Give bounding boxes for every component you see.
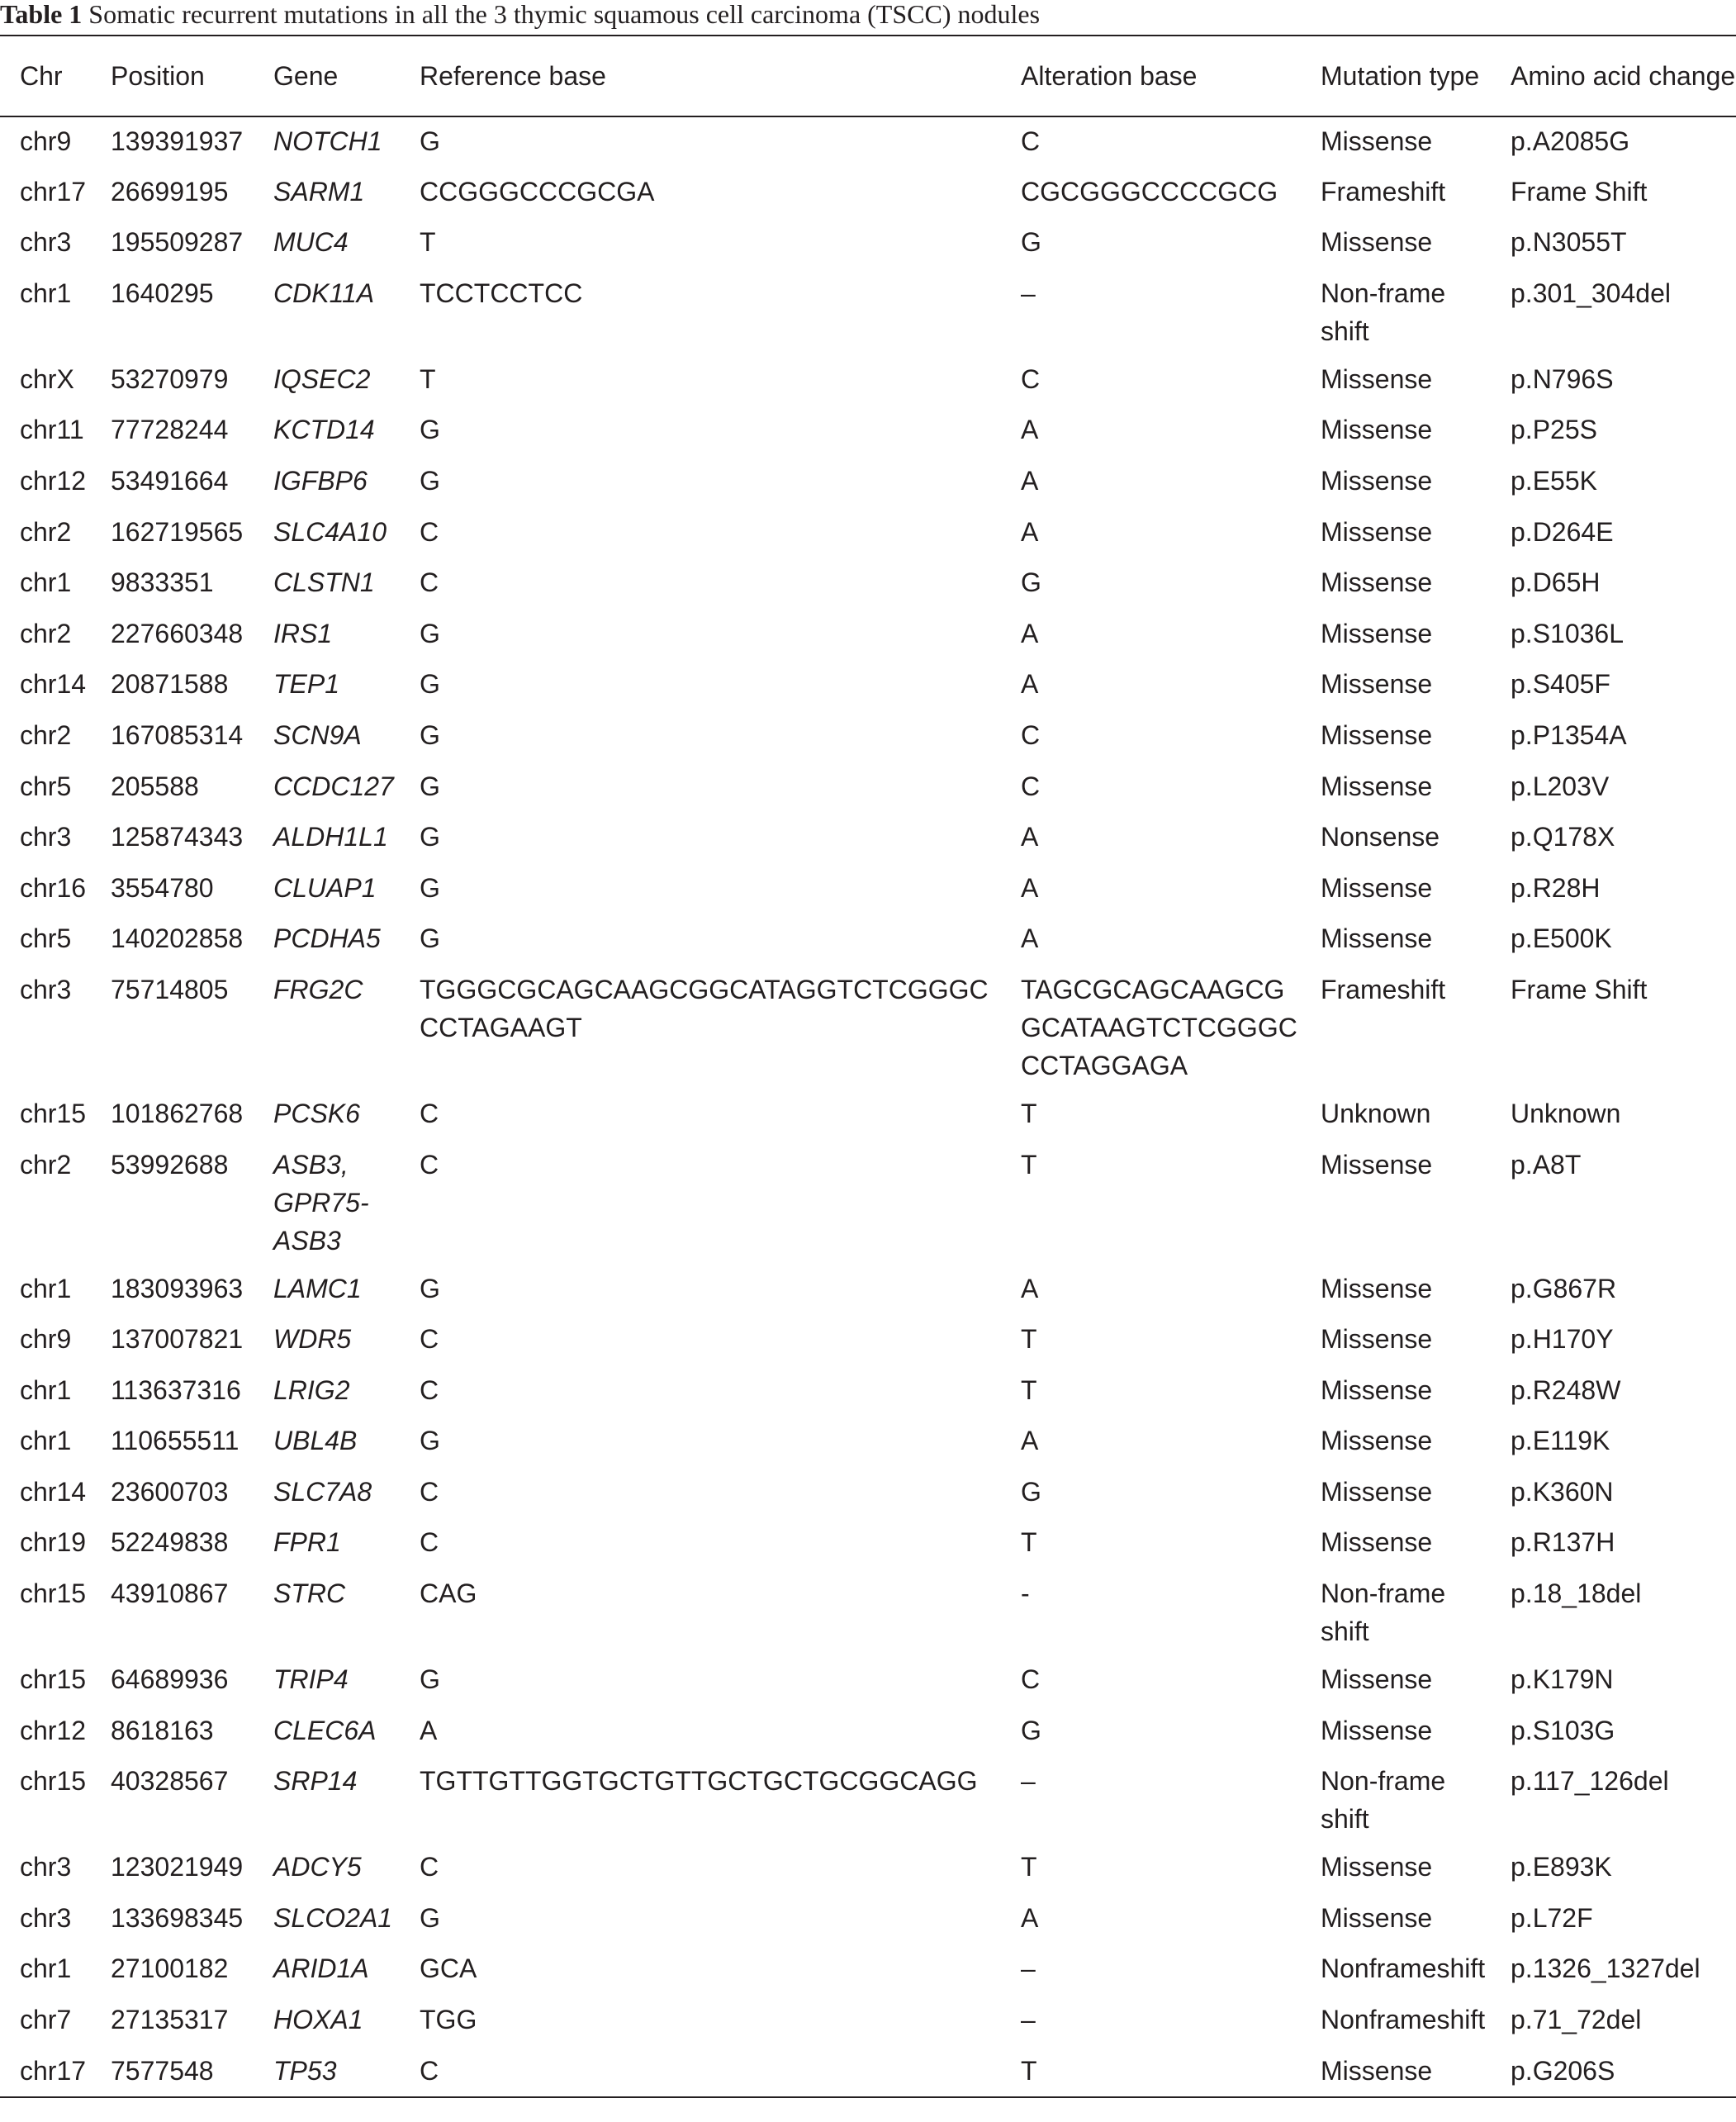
cell-reference-base: G <box>420 822 440 852</box>
cell-amino-acid-change: p.R137H <box>1511 1527 1615 1558</box>
cell-alteration-base: T <box>1021 1149 1037 1180</box>
cell-amino-acid-change: p.K179N <box>1511 1664 1614 1695</box>
cell-mutation-type: Missense <box>1321 1374 1433 1405</box>
cell-chr: chr12 <box>20 465 87 496</box>
cell-position: 205588 <box>111 771 199 801</box>
cell-reference-base: T <box>420 227 436 258</box>
cell-amino-acid-change: p.E500K <box>1511 923 1612 954</box>
cell-position: 1640295 <box>111 278 214 308</box>
cell-position: 77728244 <box>111 415 229 445</box>
cell-alteration-base: A <box>1021 465 1039 496</box>
cell-gene: ADCY5 <box>273 1852 362 1882</box>
cell-chr: chr9 <box>20 126 72 156</box>
cell-gene: TP53 <box>273 2055 337 2086</box>
cell-position: 53992688 <box>111 1149 229 1180</box>
cell-amino-acid-change: p.117_126del <box>1511 1766 1669 1797</box>
cell-chr: chr1 <box>20 278 72 308</box>
cell-mutation-type: Missense <box>1321 465 1433 496</box>
cell-alteration-base: – <box>1021 278 1036 308</box>
table-row <box>0 914 1736 966</box>
cell-amino-acid-change: p.R248W <box>1511 1374 1621 1405</box>
cell-amino-acid-change: p.L203V <box>1511 771 1610 801</box>
table-row <box>0 711 1736 762</box>
cell-mutation-type: Missense <box>1321 1527 1433 1558</box>
cell-position: 139391937 <box>111 126 244 156</box>
cell-alteration-base: TAGCGCAGCAAGCGGCATAAGTCTCGGGCCCTAGGAGA <box>1021 974 1297 1080</box>
cell-gene: TEP1 <box>273 669 340 700</box>
cell-mutation-type: Non-frame shift <box>1321 1578 1446 1647</box>
cell-reference-base: C <box>420 1324 439 1355</box>
cell-alteration-base: A <box>1021 1426 1039 1456</box>
header-reference-base: Reference base <box>420 61 606 91</box>
cell-reference-base: G <box>420 126 440 156</box>
cell-gene: SRP14 <box>273 1766 358 1797</box>
cell-gene: MUC4 <box>273 227 349 258</box>
cell-alteration-base: G <box>1021 1476 1041 1507</box>
cell-position: 113637316 <box>111 1374 241 1405</box>
cell-reference-base: C <box>420 2055 439 2086</box>
cell-amino-acid-change: p.A2085G <box>1511 126 1630 156</box>
table-row <box>0 1468 1736 1519</box>
cell-reference-base: TGTTGTTGGTGCTGTTGCTGCTGCGGCAGG <box>420 1766 978 1797</box>
table-row <box>0 1655 1736 1707</box>
cell-position: 20871588 <box>111 669 229 700</box>
cell-mutation-type: Missense <box>1321 2055 1433 2086</box>
cell-amino-acid-change: p.N796S <box>1511 363 1614 394</box>
cell-mutation-type: Frameshift <box>1321 176 1446 207</box>
table-body <box>0 116 1736 2097</box>
cell-reference-base: G <box>420 669 440 700</box>
cell-amino-acid-change: p.D65H <box>1511 567 1601 598</box>
cell-amino-acid-change: p.301_304del <box>1511 278 1671 308</box>
table-caption <box>0 0 1736 31</box>
table-row <box>0 2047 1736 2098</box>
table-row <box>0 1141 1736 1265</box>
cell-position: 53270979 <box>111 363 229 394</box>
cell-amino-acid-change: p.K360N <box>1511 1476 1614 1507</box>
cell-chr: chr2 <box>20 618 72 648</box>
cell-alteration-base: G <box>1021 1715 1041 1745</box>
cell-amino-acid-change: p.E893K <box>1511 1852 1612 1882</box>
cell-chr: chr5 <box>20 771 72 801</box>
header-amino-acid-change: Amino acid change <box>1511 61 1736 91</box>
cell-alteration-base: C <box>1021 771 1041 801</box>
cell-alteration-base: T <box>1021 1527 1037 1558</box>
cell-position: 140202858 <box>111 923 244 954</box>
cell-position: 64689936 <box>111 1664 229 1695</box>
cell-position: 27135317 <box>111 2005 229 2035</box>
cell-gene: LRIG2 <box>273 1374 350 1405</box>
cell-alteration-base: A <box>1021 516 1039 547</box>
header-chr: Chr <box>20 61 63 91</box>
table-row <box>0 1707 1736 1758</box>
cell-reference-base: C <box>420 1476 439 1507</box>
cell-mutation-type: Missense <box>1321 618 1433 648</box>
mutations-table <box>0 35 1736 2098</box>
cell-position: 167085314 <box>111 719 244 750</box>
table-row <box>0 218 1736 269</box>
cell-amino-acid-change: p.H170Y <box>1511 1324 1614 1355</box>
table-row <box>0 966 1736 1089</box>
cell-gene: ALDH1L1 <box>273 822 388 852</box>
cell-alteration-base: C <box>1021 126 1041 156</box>
cell-mutation-type: Missense <box>1321 227 1433 258</box>
cell-alteration-base: A <box>1021 872 1039 903</box>
table-row <box>0 406 1736 457</box>
cell-mutation-type: Missense <box>1321 1149 1433 1180</box>
cell-gene: UBL4B <box>273 1426 358 1456</box>
cell-mutation-type: Missense <box>1321 1273 1433 1303</box>
cell-reference-base: G <box>420 872 440 903</box>
cell-gene: CCDC127 <box>273 771 394 801</box>
table-row <box>0 168 1736 219</box>
cell-chr: chr1 <box>20 1374 72 1405</box>
cell-chr: chr15 <box>20 1098 87 1128</box>
table-row <box>0 1894 1736 1945</box>
cell-mutation-type: Nonsense <box>1321 822 1440 852</box>
table-row <box>0 1569 1736 1655</box>
cell-gene: ARID1A <box>273 1953 369 1984</box>
cell-mutation-type: Nonframeshift <box>1321 1953 1486 1984</box>
cell-gene: ASB3, GPR75-ASB3 <box>273 1149 369 1256</box>
cell-amino-acid-change: Frame Shift <box>1511 176 1648 207</box>
cell-alteration-base: G <box>1021 567 1041 598</box>
table-row <box>0 813 1736 864</box>
cell-amino-acid-change: p.P25S <box>1511 415 1597 445</box>
cell-position: 75714805 <box>111 974 229 1004</box>
cell-position: 183093963 <box>111 1273 244 1303</box>
cell-reference-base: C <box>420 1852 439 1882</box>
cell-reference-base: GCA <box>420 1953 477 1984</box>
cell-alteration-base: T <box>1021 1374 1037 1405</box>
table-row <box>0 610 1736 661</box>
cell-gene: KCTD14 <box>273 415 375 445</box>
cell-position: 26699195 <box>111 176 229 207</box>
cell-gene: SLC7A8 <box>273 1476 372 1507</box>
cell-position: 137007821 <box>111 1324 244 1355</box>
cell-mutation-type: Missense <box>1321 669 1433 700</box>
cell-reference-base: G <box>420 1273 440 1303</box>
cell-mutation-type: Missense <box>1321 1902 1433 1933</box>
cell-chr: chr1 <box>20 567 72 598</box>
cell-amino-acid-change: p.18_18del <box>1511 1578 1642 1609</box>
cell-chr: chr2 <box>20 719 72 750</box>
cell-chr: chr2 <box>20 516 72 547</box>
cell-alteration-base: A <box>1021 1902 1039 1933</box>
cell-mutation-type: Nonframeshift <box>1321 2005 1486 2035</box>
cell-chr: chr3 <box>20 1852 72 1882</box>
cell-gene: NOTCH1 <box>273 126 382 156</box>
table-row <box>0 1944 1736 1996</box>
cell-reference-base: G <box>420 771 440 801</box>
cell-mutation-type: Missense <box>1321 923 1433 954</box>
cell-mutation-type: Missense <box>1321 516 1433 547</box>
cell-mutation-type: Missense <box>1321 1426 1433 1456</box>
cell-alteration-base: – <box>1021 2005 1036 2035</box>
cell-reference-base: G <box>420 923 440 954</box>
cell-amino-acid-change: p.S103G <box>1511 1715 1615 1745</box>
cell-chr: chr12 <box>20 1715 87 1745</box>
cell-amino-acid-change: p.Q178X <box>1511 822 1615 852</box>
cell-reference-base: G <box>420 465 440 496</box>
cell-reference-base: G <box>420 415 440 445</box>
cell-amino-acid-change: p.71_72del <box>1511 2005 1642 2035</box>
cell-position: 162719565 <box>111 516 244 547</box>
table-row <box>0 355 1736 406</box>
table-row <box>0 1265 1736 1316</box>
cell-reference-base: C <box>420 1374 439 1405</box>
table-label: Table 1 <box>0 0 83 29</box>
table-row <box>0 1996 1736 2047</box>
cell-chr: chr19 <box>20 1527 87 1558</box>
cell-chr: chr3 <box>20 822 72 852</box>
cell-alteration-base: T <box>1021 1324 1037 1355</box>
cell-alteration-base: C <box>1021 363 1041 394</box>
cell-gene: PCSK6 <box>273 1098 360 1128</box>
cell-chr: chr14 <box>20 669 87 700</box>
cell-position: 7577548 <box>111 2055 214 2086</box>
cell-reference-base: C <box>420 516 439 547</box>
cell-mutation-type: Missense <box>1321 126 1433 156</box>
cell-gene: SLCO2A1 <box>273 1902 393 1933</box>
header-mutation-type: Mutation type <box>1321 61 1480 91</box>
cell-reference-base: G <box>420 618 440 648</box>
cell-alteration-base: C <box>1021 1664 1041 1695</box>
table-row <box>0 508 1736 559</box>
table-row <box>0 116 1736 168</box>
cell-gene: FPR1 <box>273 1527 341 1558</box>
cell-reference-base: CAG <box>420 1578 477 1609</box>
cell-chr: chr17 <box>20 2055 87 2086</box>
cell-amino-acid-change: p.A8T <box>1511 1149 1582 1180</box>
cell-reference-base: CCGGGCCCGCGA <box>420 176 655 207</box>
cell-chr: chr14 <box>20 1476 87 1507</box>
cell-position: 52249838 <box>111 1527 229 1558</box>
cell-mutation-type: Missense <box>1321 1664 1433 1695</box>
cell-gene: IQSEC2 <box>273 363 371 394</box>
cell-position: 110655511 <box>111 1426 240 1456</box>
cell-reference-base: G <box>420 719 440 750</box>
cell-alteration-base: G <box>1021 227 1041 258</box>
cell-chr: chr1 <box>20 1426 72 1456</box>
cell-gene: WDR5 <box>273 1324 352 1355</box>
header-gene: Gene <box>273 61 339 91</box>
cell-alteration-base: T <box>1021 2055 1037 2086</box>
table-row <box>0 457 1736 508</box>
cell-gene: PCDHA5 <box>273 923 381 954</box>
cell-gene: CLEC6A <box>273 1715 377 1745</box>
cell-alteration-base: A <box>1021 923 1039 954</box>
cell-mutation-type: Unknown <box>1321 1098 1431 1128</box>
cell-position: 195509287 <box>111 227 244 258</box>
cell-mutation-type: Missense <box>1321 872 1433 903</box>
cell-mutation-type: Missense <box>1321 1324 1433 1355</box>
cell-chr: chr3 <box>20 227 72 258</box>
cell-mutation-type: Missense <box>1321 1715 1433 1745</box>
header-alteration-base: Alteration base <box>1021 61 1198 91</box>
cell-chr: chr15 <box>20 1578 87 1609</box>
cell-gene: SARM1 <box>273 176 365 207</box>
cell-gene: LAMC1 <box>273 1273 362 1303</box>
cell-chr: chr7 <box>20 2005 72 2035</box>
cell-amino-acid-change: p.E119K <box>1511 1426 1610 1456</box>
cell-position: 133698345 <box>111 1902 244 1933</box>
table-row <box>0 269 1736 355</box>
cell-position: 23600703 <box>111 1476 229 1507</box>
cell-position: 123021949 <box>111 1852 244 1882</box>
cell-amino-acid-change: p.G206S <box>1511 2055 1615 2086</box>
cell-amino-acid-change: Frame Shift <box>1511 974 1648 1004</box>
cell-chr: chr1 <box>20 1273 72 1303</box>
cell-gene: SCN9A <box>273 719 362 750</box>
table-row <box>0 558 1736 610</box>
cell-alteration-base: - <box>1021 1578 1030 1609</box>
cell-alteration-base: T <box>1021 1098 1037 1128</box>
cell-amino-acid-change: p.1326_1327del <box>1511 1953 1700 1984</box>
table-row <box>0 1757 1736 1843</box>
cell-alteration-base: T <box>1021 1852 1037 1882</box>
table-row <box>0 1366 1736 1417</box>
table-row <box>0 1417 1736 1468</box>
cell-alteration-base: A <box>1021 822 1039 852</box>
cell-chr: chr3 <box>20 974 72 1004</box>
cell-chr: chr11 <box>20 415 84 445</box>
table-row <box>0 1518 1736 1569</box>
cell-chr: chr2 <box>20 1149 72 1180</box>
cell-alteration-base: A <box>1021 669 1039 700</box>
cell-position: 8618163 <box>111 1715 214 1745</box>
cell-reference-base: C <box>420 1527 439 1558</box>
cell-amino-acid-change: Unknown <box>1511 1098 1621 1128</box>
cell-amino-acid-change: p.D264E <box>1511 516 1614 547</box>
cell-position: 9833351 <box>111 567 214 598</box>
cell-mutation-type: Missense <box>1321 771 1433 801</box>
cell-position: 101862768 <box>111 1098 244 1128</box>
cell-reference-base: C <box>420 1149 439 1180</box>
cell-reference-base: C <box>420 1098 439 1128</box>
cell-reference-base: TGG <box>420 2005 477 2035</box>
cell-chr: chr16 <box>20 872 87 903</box>
cell-mutation-type: Missense <box>1321 363 1433 394</box>
cell-position: 125874343 <box>111 822 244 852</box>
cell-position: 3554780 <box>111 872 214 903</box>
table-title: Somatic recurrent mutations in all the 3 thymic squamous cell carcinoma (TSCC) nodules <box>88 0 1041 29</box>
cell-position: 27100182 <box>111 1953 229 1984</box>
cell-mutation-type: Non-frame shift <box>1321 278 1446 346</box>
cell-reference-base: G <box>420 1664 440 1695</box>
table-row <box>0 762 1736 814</box>
cell-reference-base: TCCTCCTCC <box>420 278 583 308</box>
header-row <box>0 36 1736 116</box>
cell-alteration-base: A <box>1021 1273 1039 1303</box>
cell-alteration-base: C <box>1021 719 1041 750</box>
cell-alteration-base: – <box>1021 1953 1036 1984</box>
table-row <box>0 1843 1736 1894</box>
header-position: Position <box>111 61 205 91</box>
cell-position: 40328567 <box>111 1766 229 1797</box>
cell-mutation-type: Missense <box>1321 567 1433 598</box>
cell-chr: chr9 <box>20 1324 72 1355</box>
cell-gene: CLSTN1 <box>273 567 375 598</box>
table-header <box>0 36 1736 116</box>
cell-alteration-base: A <box>1021 618 1039 648</box>
table-row <box>0 1315 1736 1366</box>
cell-alteration-base: CGCGGGCCCCGCG <box>1021 176 1278 207</box>
cell-mutation-type: Frameshift <box>1321 974 1446 1004</box>
cell-chr: chrX <box>20 363 74 394</box>
cell-gene: IRS1 <box>273 618 333 648</box>
cell-gene: FRG2C <box>273 974 363 1004</box>
table-row <box>0 864 1736 915</box>
cell-reference-base: T <box>420 363 436 394</box>
cell-mutation-type: Missense <box>1321 415 1433 445</box>
table-row <box>0 1089 1736 1141</box>
cell-reference-base: A <box>420 1715 438 1745</box>
cell-alteration-base: – <box>1021 1766 1036 1797</box>
cell-chr: chr17 <box>20 176 87 207</box>
cell-mutation-type: Missense <box>1321 1476 1433 1507</box>
cell-amino-acid-change: p.S405F <box>1511 669 1610 700</box>
cell-amino-acid-change: p.G867R <box>1511 1273 1617 1303</box>
cell-chr: chr15 <box>20 1766 87 1797</box>
cell-amino-acid-change: p.P1354A <box>1511 719 1627 750</box>
cell-gene: CLUAP1 <box>273 872 377 903</box>
cell-gene: TRIP4 <box>273 1664 349 1695</box>
cell-mutation-type: Non-frame shift <box>1321 1766 1446 1835</box>
cell-alteration-base: A <box>1021 415 1039 445</box>
cell-chr: chr15 <box>20 1664 87 1695</box>
cell-reference-base: G <box>420 1902 440 1933</box>
cell-gene: SLC4A10 <box>273 516 387 547</box>
cell-reference-base: TGGGCGCAGCAAGCGGCATAGGTCTCGGGCCCTAGAAGT <box>420 974 989 1042</box>
cell-chr: chr1 <box>20 1953 72 1984</box>
cell-amino-acid-change: p.S1036L <box>1511 618 1625 648</box>
cell-chr: chr5 <box>20 923 72 954</box>
cell-reference-base: C <box>420 567 439 598</box>
cell-position: 53491664 <box>111 465 229 496</box>
cell-mutation-type: Missense <box>1321 719 1433 750</box>
cell-amino-acid-change: p.R28H <box>1511 872 1601 903</box>
cell-position: 227660348 <box>111 618 244 648</box>
cell-gene: CDK11A <box>273 278 375 308</box>
cell-gene: IGFBP6 <box>273 465 368 496</box>
cell-gene: HOXA1 <box>273 2005 363 2035</box>
cell-amino-acid-change: p.N3055T <box>1511 227 1627 258</box>
cell-reference-base: G <box>420 1426 440 1456</box>
cell-amino-acid-change: p.E55K <box>1511 465 1597 496</box>
table-row <box>0 660 1736 711</box>
cell-amino-acid-change: p.L72F <box>1511 1902 1593 1933</box>
cell-mutation-type: Missense <box>1321 1852 1433 1882</box>
cell-position: 43910867 <box>111 1578 229 1609</box>
cell-gene: STRC <box>273 1578 346 1609</box>
cell-chr: chr3 <box>20 1902 72 1933</box>
